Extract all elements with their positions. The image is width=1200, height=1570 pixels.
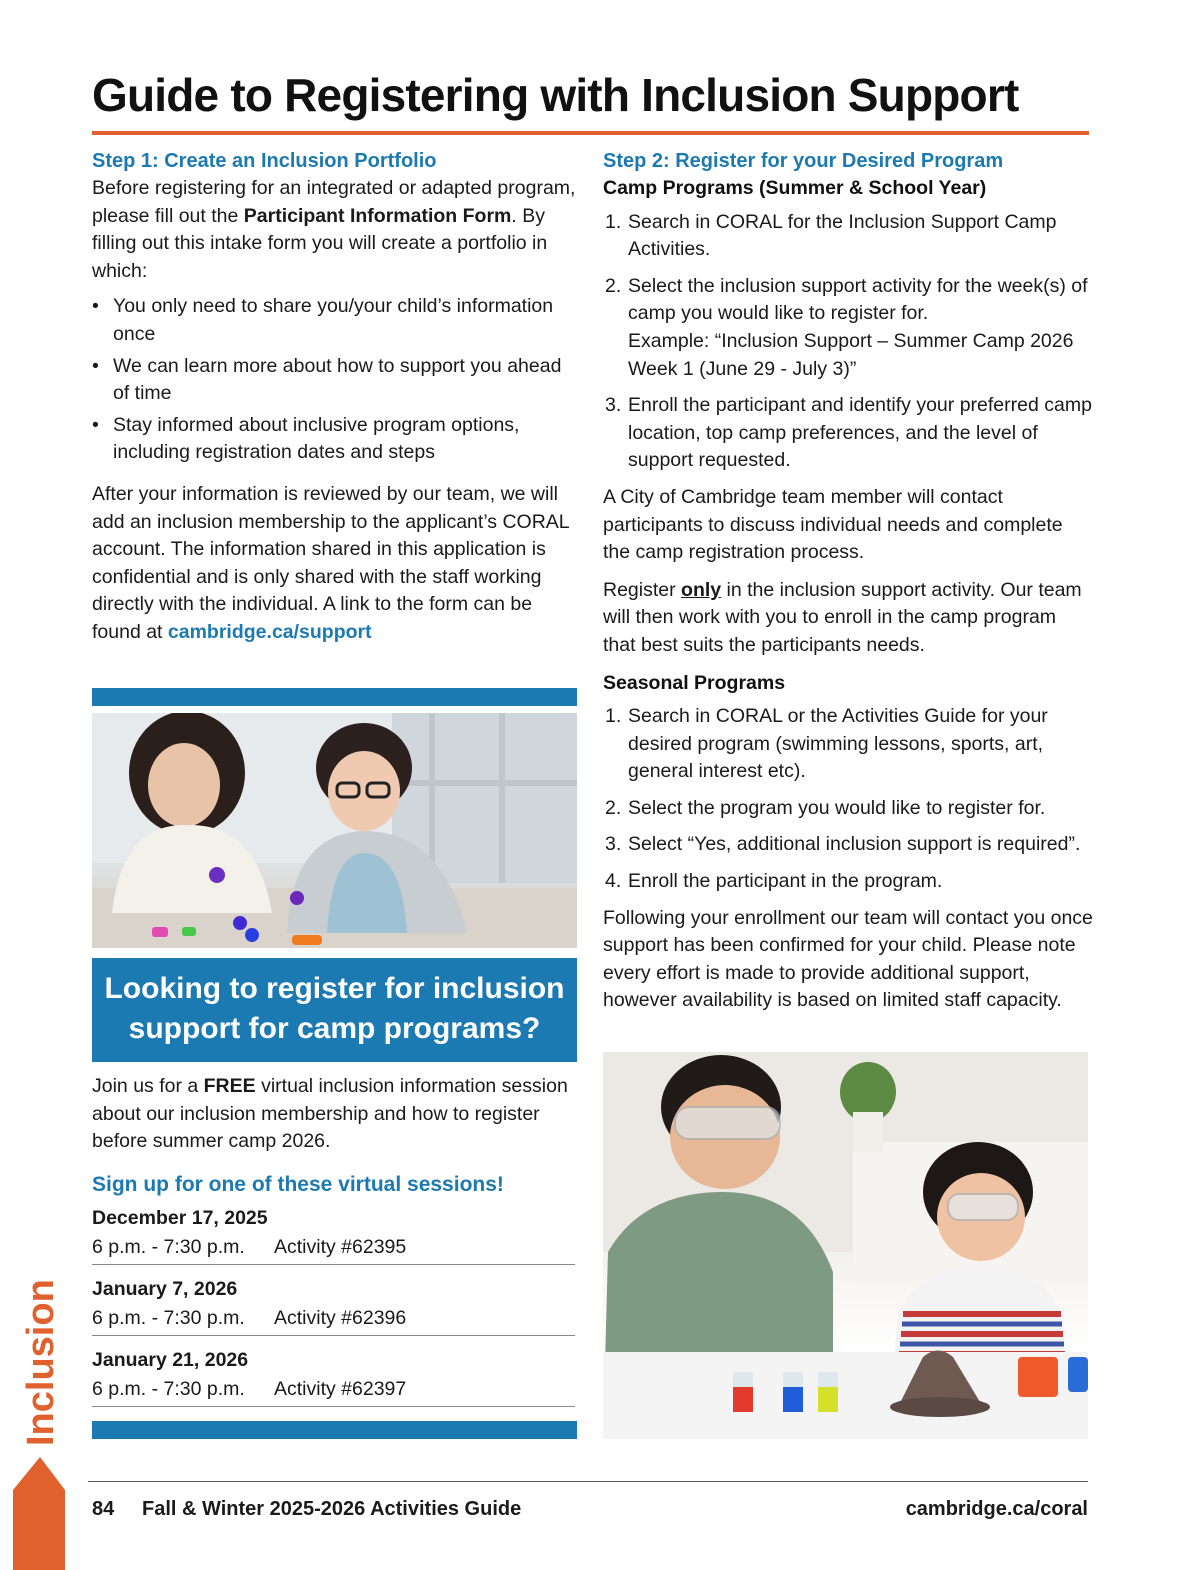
participant-form-name: Participant Information Form (243, 204, 512, 227)
session-activity: Activity #62396 (274, 1307, 407, 1329)
photo-clay-illustration (92, 713, 577, 948)
camp-programs-heading: Camp Programs (Summer & School Year) (603, 177, 987, 199)
register-text: Register (603, 578, 682, 601)
step1-after-text: After your information is reviewed by our team, we will add an inclusion membership to the applicant’s CORAL account. The information shared in this application is confidential and is only shared with the staff working directly with the individual. A link to the form can be found at (92, 482, 569, 643)
team-contact-text: A City of Cambridge team member will contact participants to discuss individual needs and complete the camp registration process. (603, 485, 1063, 564)
list-item (603, 795, 1093, 823)
camp-steps-list (603, 209, 1093, 475)
page-number: 84 (92, 1498, 115, 1520)
signup-heading: Sign up for one of these virtual sessions! (92, 1173, 504, 1196)
session-date: January 7, 2026 (92, 1278, 238, 1300)
session-time: 6 p.m. - 7:30 p.m. (92, 1378, 245, 1400)
list-item (603, 209, 1093, 264)
item-number: 2. (605, 796, 622, 819)
step1-intro (92, 175, 580, 285)
photo-science-illustration (603, 1052, 1088, 1439)
session-activity: Activity #62395 (274, 1236, 407, 1258)
register-only-text (603, 577, 1093, 660)
list-item: • Stay informed about inclusive program options, including registration dates and steps (92, 412, 580, 467)
session-row (92, 1275, 575, 1336)
register-text-2: in the inclusion support activity. Our team will then work with you to enroll in the camp program that best suits the participants needs. (603, 578, 1082, 656)
session-activity: Activity #62397 (274, 1378, 407, 1400)
session-time: 6 p.m. - 7:30 p.m. (92, 1236, 245, 1258)
session-date: January 21, 2026 (92, 1349, 249, 1371)
item-number: 4. (605, 870, 622, 893)
blue-divider-bottom (92, 1421, 577, 1439)
session-time: 6 p.m. - 7:30 p.m. (92, 1307, 245, 1329)
blue-divider-top (92, 688, 577, 706)
step1-heading: Step 1: Create an Inclusion Portfolio (92, 150, 437, 172)
step1-after (92, 481, 580, 647)
item-text: Select “Yes, additional inclusion support is required”. (628, 833, 1081, 856)
step2-heading: Step 2: Register for your Desired Program (603, 150, 1004, 172)
page-title: Guide to Registering with Inclusion Support (92, 69, 1019, 121)
session-date: December 17, 2025 (92, 1207, 268, 1229)
list-item (603, 831, 1093, 859)
seasonal-steps-list (603, 703, 1093, 896)
item-number: 3. (605, 833, 622, 856)
item-example: Example: “Inclusion Support – Summer Camp 2026 Week 1 (June 29 - July 3)” (628, 329, 1074, 380)
item-text: Search in CORAL or the Activities Guide for your desired program (swimming lessons, sports, art, general interest etc). (628, 705, 1048, 783)
list-item (603, 703, 1093, 786)
support-link[interactable]: cambridge.ca/support (167, 620, 372, 643)
callout-line-1: Looking to register for inclusion (104, 972, 565, 1005)
list-item: • You only need to share you/your child’s information once (92, 293, 580, 348)
list-item: • We can learn more about how to support you ahead of time (92, 353, 580, 408)
seasonal-programs-heading: Seasonal Programs (603, 671, 786, 694)
item-number: 1. (605, 705, 622, 728)
callout-line-2: support for camp programs? (128, 1012, 541, 1045)
photo-clay-activity (92, 713, 577, 948)
item-number: 1. (605, 210, 622, 233)
portfolio-benefits-list (92, 293, 580, 467)
following-enrollment-text: Following your enrollment our team will contact you once support has been confirmed for your child. Please note every effort is made to provide additional support, however availability is based on limited staff capacity. (603, 906, 1093, 1012)
list-item (603, 868, 1093, 896)
item-number: 3. (605, 394, 622, 417)
item-text: Enroll the participant and identify your preferred camp location, top camp preferences, and the level of support requested. (628, 394, 1092, 472)
only-emphasis: only (681, 578, 722, 601)
list-item (603, 392, 1093, 475)
inclusion-section-label: Inclusion (20, 1279, 62, 1446)
session-intro (92, 1073, 577, 1156)
item-text: Search in CORAL for the Inclusion Support Camp Activities. (628, 210, 1057, 261)
free-label: FREE (203, 1075, 256, 1097)
footer-divider (88, 1481, 1088, 1482)
title-divider (92, 131, 1089, 135)
step1-intro-text: Before registering for an integrated or adapted program, please fill out the (92, 177, 576, 227)
step2-section (603, 148, 1093, 1015)
coral-link[interactable]: cambridge.ca/coral (905, 1498, 1088, 1520)
guide-title: Fall & Winter 2025-2026 Activities Guide (142, 1498, 522, 1520)
session-intro-text-2: virtual inclusion information session about our inclusion membership and how to register before summer camp 2026. (92, 1075, 568, 1153)
step1-section (92, 148, 580, 647)
step1-intro-text-2: . By filling out this intake form you will create a portfolio in which: (92, 204, 548, 282)
session-intro-text: Join us for a (92, 1075, 204, 1097)
item-text: Select the program you would like to register for. (628, 796, 1046, 819)
item-text: Select the inclusion support activity for the week(s) of camp you would like to register for. (628, 274, 1088, 325)
session-row (92, 1204, 575, 1265)
photo-science-activity (603, 1052, 1088, 1439)
camp-inclusion-callout (92, 958, 577, 1062)
list-item (603, 273, 1093, 383)
item-number: 2. (605, 274, 622, 297)
item-text: Enroll the participant in the program. (628, 870, 943, 893)
session-row (92, 1346, 575, 1407)
